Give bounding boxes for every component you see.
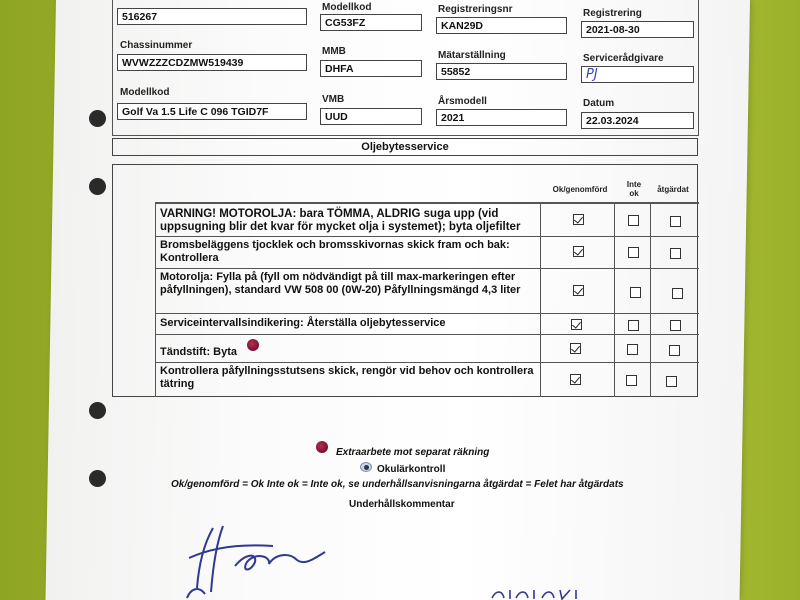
model-year-field: 2021	[436, 109, 567, 126]
table-row-divider	[155, 334, 699, 335]
date-label: Datum	[583, 98, 615, 109]
fixed-checkbox[interactable]	[672, 288, 683, 299]
registration-number-label: Registreringsnr	[438, 4, 513, 15]
signature-image	[185, 522, 345, 600]
binder-hole	[89, 178, 106, 195]
col-header-fixed: åtgärdat	[657, 185, 689, 194]
ok-checkbox[interactable]	[573, 246, 584, 257]
not-ok-checkbox[interactable]	[626, 375, 637, 386]
task-text: Serviceintervallsindikering: Återställa oljebytesservice	[160, 317, 446, 329]
table-row-divider	[155, 313, 699, 314]
fixed-checkbox[interactable]	[666, 376, 677, 387]
table-col-divider	[650, 202, 651, 397]
model-code-field: CG53FZ	[320, 14, 422, 31]
model-description-label: Modellkod	[120, 87, 170, 98]
binder-hole	[89, 470, 106, 487]
col-header-not-ok	[620, 180, 648, 198]
not-ok-checkbox[interactable]	[630, 287, 641, 298]
table-header-divider	[155, 202, 699, 204]
ok-checkbox[interactable]	[573, 214, 584, 225]
mmb-field: DHFA	[320, 60, 422, 77]
table-row-divider	[155, 236, 699, 237]
task-text: VARNING! MOTOROLJA: bara TÖMMA, ALDRIG suga upp (vid uppsugning blir det kvar för mycket olja i systemet); byta oljefilter	[160, 208, 521, 233]
extra-work-legend-icon	[316, 441, 328, 453]
model-description-field: Golf Va 1.5 Life C 096 TGID7F	[117, 103, 307, 120]
vmb-label: VMB	[322, 94, 345, 105]
task-text: Bromsbeläggens tjocklek och bromsskivornas skick fram och bak: Kontrollera	[160, 239, 510, 264]
registration-number-field: KAN29D	[436, 17, 567, 34]
order-number-field: 516267	[117, 8, 307, 25]
section-title: Oljebytesservice	[112, 138, 698, 156]
fixed-checkbox[interactable]	[670, 248, 681, 259]
chassis-number-label: Chassinummer	[120, 40, 193, 51]
table-col-divider	[614, 202, 615, 397]
service-advisor-field: PJ	[581, 66, 694, 83]
extra-work-dot-icon	[247, 339, 259, 351]
handwritten-note-fragment	[490, 588, 585, 600]
table-col-divider	[155, 202, 156, 397]
visual-check-legend: Okulärkontroll	[377, 464, 446, 475]
col-header-ok: Ok/genomförd	[552, 185, 608, 194]
table-col-divider	[540, 202, 541, 397]
table-row-divider	[155, 268, 699, 269]
not-ok-checkbox[interactable]	[628, 320, 639, 331]
odometer-field: 55852	[436, 63, 567, 80]
maintenance-comment-label: Underhållskommentar	[349, 499, 455, 510]
not-ok-checkbox[interactable]	[627, 344, 638, 355]
ok-checkbox[interactable]	[571, 319, 582, 330]
fixed-checkbox[interactable]	[670, 320, 681, 331]
ok-checkbox[interactable]	[573, 285, 584, 296]
table-row-divider	[155, 362, 699, 363]
model-code-label: Modellkod	[322, 2, 372, 13]
col-header-not-ok-line2: ok	[629, 189, 639, 198]
registration-date-label: Registrering	[583, 8, 642, 19]
model-year-label: Årsmodell	[438, 96, 487, 107]
service-advisor-label: Servicerådgivare	[583, 53, 664, 64]
chassis-number-field: WVWZZZCDZMW519439	[117, 54, 307, 71]
vmb-field: UUD	[320, 108, 422, 125]
fixed-checkbox[interactable]	[669, 345, 680, 356]
extra-work-legend: Extraarbete mot separat räkning	[336, 447, 490, 458]
not-ok-checkbox[interactable]	[628, 215, 639, 226]
col-header-not-ok-line1: Inte	[626, 180, 642, 189]
odometer-label: Mätarställning	[438, 50, 506, 61]
fixed-checkbox[interactable]	[670, 216, 681, 227]
binder-hole	[89, 402, 106, 419]
task-text: Motorolja: Fylla på (fyll om nödvändigt på till max-markeringen efter påfyllningen), standard VW 508 00 (0W-20) Påfyllningsmängd 4,3 liter	[160, 271, 521, 296]
ok-checkbox[interactable]	[570, 374, 581, 385]
binder-hole	[89, 110, 106, 127]
task-text: Tändstift: Byta	[160, 346, 237, 358]
eye-icon	[360, 462, 372, 472]
legend-explanation: Ok/genomförd = Ok Inte ok = Inte ok, se underhållsanvisningarna åtgärdat = Felet har åtgärdats	[171, 479, 624, 490]
date-field: 22.03.2024	[581, 112, 694, 129]
registration-date-field: 2021-08-30	[581, 21, 694, 38]
not-ok-checkbox[interactable]	[628, 247, 639, 258]
task-text: Kontrollera påfyllningsstutsens skick, rengör vid behov och kontrollera tätring	[160, 365, 534, 390]
mmb-label: MMB	[322, 46, 346, 57]
ok-checkbox[interactable]	[570, 343, 581, 354]
